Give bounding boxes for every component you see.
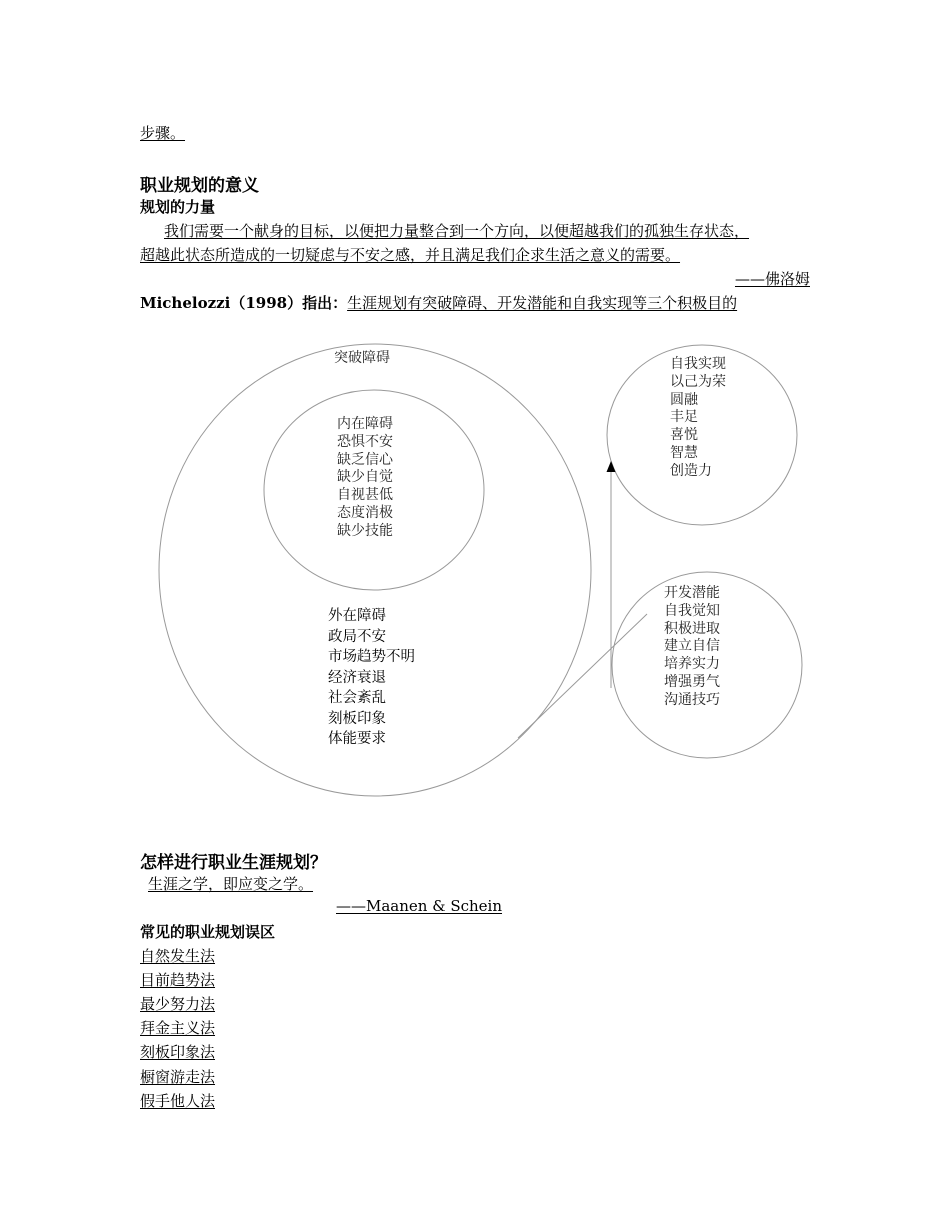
list-item: 恐惧不安: [337, 433, 393, 450]
list-item: 增强勇气: [664, 673, 720, 690]
mistake-item: 假手他人法: [140, 1092, 216, 1110]
list-item: 市场趋势不明: [328, 649, 415, 665]
inner-barriers-list: [337, 416, 393, 541]
list-item: 政局不安: [328, 628, 386, 645]
list-item: 外在障碍: [328, 608, 386, 624]
list-item: 自我实现: [670, 356, 726, 372]
list-item: 沟通技巧: [664, 691, 720, 708]
list-item: 内在障碍: [337, 416, 393, 432]
develop-potential-list: [664, 585, 720, 710]
list-item: 缺少技能: [337, 522, 393, 539]
quote-author-maanen-schein: ——Maanen & Schein: [336, 897, 503, 915]
list-item: 建立自信: [664, 638, 720, 655]
section-title-meaning: 职业规划的意义: [140, 176, 259, 196]
mistake-item: 刻板印象法: [140, 1043, 216, 1061]
michelozzi-prefix: Michelozzi（1998）指出：: [140, 294, 348, 312]
quote-line-1: 我们需要一个献身的目标，以便把力量整合到一个方向，以便超越我们的孤独生存状态，: [164, 222, 750, 240]
list-item: 积极进取: [664, 620, 720, 637]
mistake-item: 橱窗游走法: [140, 1068, 216, 1086]
self-actualization-list: [670, 356, 726, 481]
list-item: 丰足: [670, 409, 698, 426]
list-item: 开发潜能: [664, 585, 720, 601]
big-circle-title: 突破障碍: [334, 350, 390, 366]
arrow-head: [607, 461, 616, 472]
list-item: 社会紊乱: [328, 690, 386, 706]
list-item: 体能要求: [328, 731, 386, 747]
quote-line-2: 超越此状态所造成的一切疑虑与不安之感，并且满足我们企求生活之意义的需要。: [140, 246, 681, 264]
quote-career-study: 生涯之学，即应变之学。: [148, 875, 314, 893]
list-item: 智慧: [670, 444, 698, 461]
subtitle-power-of-planning: 规划的力量: [140, 198, 216, 216]
outer-barriers-list: [328, 606, 415, 750]
mistake-item: 拜金主义法: [140, 1019, 216, 1037]
list-item: 经济衰退: [328, 669, 386, 686]
list-item: 自我觉知: [664, 602, 720, 619]
list-item: 培养实力: [664, 656, 720, 673]
list-item: 喜悦: [670, 427, 698, 444]
list-item: 态度消极: [337, 504, 393, 521]
subtitle-common-mistakes: 常见的职业规划误区: [140, 923, 276, 941]
list-item: 缺乏信心: [337, 451, 393, 468]
section-title-how: 怎样进行职业生涯规划？: [140, 853, 327, 873]
intro-tail-text: 步骤。: [140, 124, 186, 142]
list-item: 刻板印象: [328, 710, 386, 727]
list-item: 以己为荣: [670, 373, 726, 390]
list-item: 创造力: [670, 462, 712, 479]
quote-author-fromm: ——佛洛姆: [734, 270, 810, 288]
mistake-item: 目前趋势法: [140, 971, 216, 989]
list-item: 缺少自觉: [337, 469, 393, 486]
michelozzi-text: 生涯规划有突破障碍、开发潜能和自我实现等三个积极目的: [347, 294, 738, 312]
mistake-item: 最少努力法: [140, 995, 216, 1013]
list-item: 圆融: [670, 391, 698, 408]
mistake-item: 自然发生法: [140, 947, 216, 965]
list-item: 自视甚低: [337, 487, 393, 504]
